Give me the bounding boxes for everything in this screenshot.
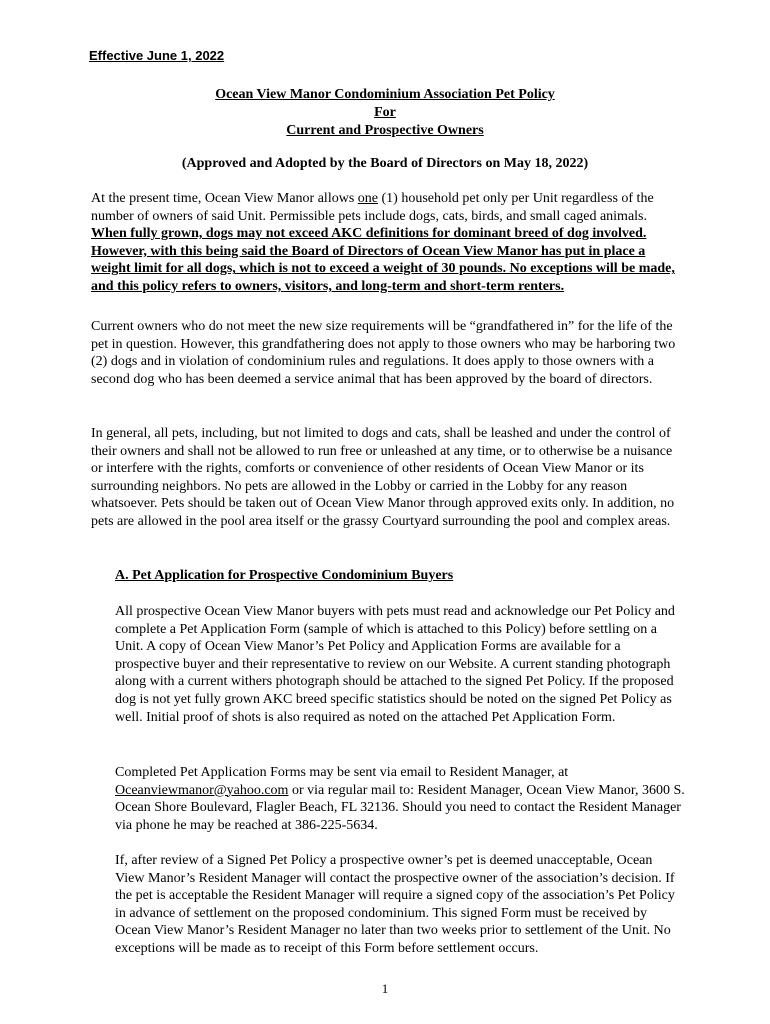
para1-bold-rule: When fully grown, dogs may not exceed AKC definitions for dominant breed of dog involved. However, with this being said the Board of Directors of Ocean View Manor has put in place a weight limit for all dogs, which is not to exceed a weight of 30 pounds. No exceptions will be made, and this policy refers to owners, visitors, and long-term and short-term renters. (91, 226, 675, 294)
paragraph-grandfathering: Current owners who do not meet the new size requirements will be “grandfathered in” for the life of the pet in question. However, this grandfathering does not apply to those owners who may be harboring two (2) dogs and in violation of condominium rules and regulations. It does apply to those owners with a second dog who has been deemed a service animal that has been approved by the board of directors. (91, 319, 676, 387)
para5-text-b: or via regular mail to: Resident Manager, Ocean View Manor, 3600 S. Ocean Shore Boulevard, Flagler Beach, FL 32136. Should you need to contact the Resident Manager via phone he may be reached at 386-225-5634. (115, 782, 685, 833)
effective-date: Effective June 1, 2022 (89, 48, 225, 63)
title-line-2: For (374, 105, 396, 120)
para1-one: one (357, 191, 378, 206)
para5-text-a: Completed Pet Application Forms may be sent via email to Resident Manager, at (115, 765, 569, 780)
page-number: 1 (381, 981, 389, 996)
paragraph-prospective-buyers: All prospective Ocean View Manor buyers with pets must read and acknowledge our Pet Policy and complete a Pet Application Form (sample of which is attached to this Policy) before settling on a Unit. A copy of Ocean View Manor’s Pet Policy and Application Forms are available for a prospective buyer and their representative to review on our Website. A current standing photograph along with a current withers photograph should be attached to the signed Pet Policy. If the proposed dog is not yet fully grown AKC breed specific statistics should be noted on the signed Pet Policy as well. Initial proof of shots is also required as noted on the attached Pet Application Form. (115, 604, 675, 725)
document-title (0, 86, 770, 140)
title-line-3: Current and Prospective Owners (286, 123, 484, 138)
para1-text-a: At the present time, Ocean View Manor allows (91, 191, 358, 206)
approval-note: (Approved and Adopted by the Board of Directors on May 18, 2022) (181, 156, 589, 171)
section-a-heading: A. Pet Application for Prospective Condominium Buyers (115, 568, 454, 583)
email-link[interactable]: Oceanviewmanor@yahoo.com (115, 782, 289, 798)
title-line-1: Ocean View Manor Condominium Association Pet Policy (215, 87, 555, 102)
paragraph-pet-allowance (91, 190, 683, 296)
para1-text-b: (1) household pet only per Unit regardless of the number of owners of said Unit. Permissible pets include dogs, cats, birds, and small caged animals. (91, 191, 654, 224)
paragraph-review: If, after review of a Signed Pet Policy a prospective owner’s pet is deemed unacceptable, Ocean View Manor’s Resident Manager will contact the prospective owner of the association’s decision. If the pet is acceptable the Resident Manager will require a signed copy of the association’s Pet Policy in advance of settlement on the proposed condominium. This signed Form must be received by Ocean View Manor’s Resident Manager no later than two weeks prior to settlement of the Unit. No exceptions will be made as to receipt of this Form before settlement occurs. (115, 853, 675, 956)
paragraph-submission (115, 764, 685, 834)
paragraph-general-rules: In general, all pets, including, but not limited to dogs and cats, shall be leashed and under the control of their owners and shall not be allowed to run free or unleashed at any time, or to otherwise be a nuisance or interfere with the rights, comforts or convenience of other residents of Ocean View Manor or its surrounding neighbors. No pets are allowed in the Lobby or carried in the Lobby for any reason whatsoever. Pets should be taken out of Ocean View Manor through approved exits only. In addition, no pets are allowed in the pool area itself or the grassy Courtyard surrounding the pool and complex areas. (91, 426, 675, 529)
